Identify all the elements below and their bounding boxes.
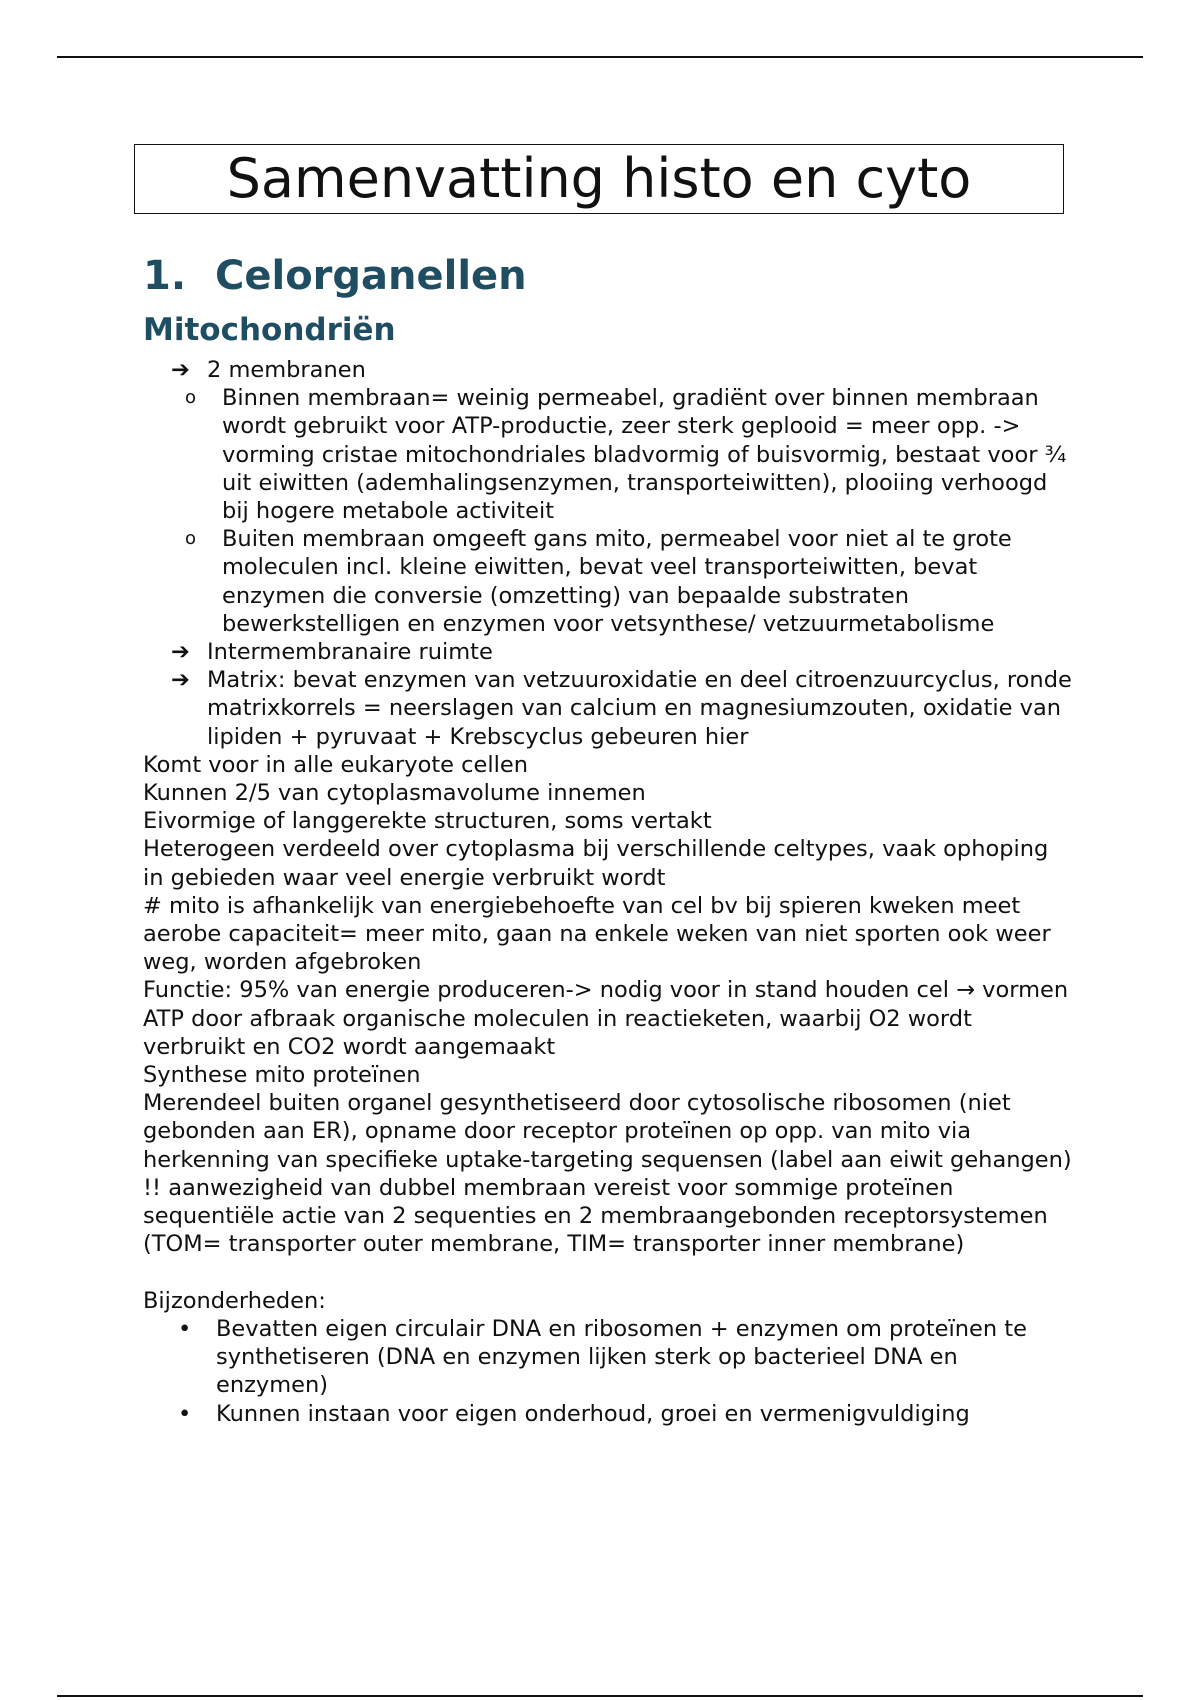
circle-bullet-icon: o [185,387,197,409]
paragraph: !! aanwezigheid van dubbel membraan vereist voor sommige proteïnen sequentiële actie van 2 sequenties en 2 membraangebonden receptorsystemen (TOM= transporter outer membrane, TIM= transporter inner membrane) [143,1174,1048,1258]
top-rule [57,56,1143,58]
arrow-list-1 [143,356,1073,384]
arrow-list-2 [143,638,1073,751]
list-item-text: Binnen membraan= weinig permeabel, gradiënt over binnen membraan wordt gebruikt voor ATP-productie, zeer sterk geplooid = meer opp. -> vorming cristae mitochondriales bladvormig of buisvormig, bestaat voor ¾ uit eiwitten (ademhalingsenzymen, transporteiwitten), plooiing verhoogd bij hogere metabole activiteit [222,385,1067,525]
paragraph: Kunnen 2/5 van cytoplasmavolume innemen [143,780,646,807]
list-item [143,384,1073,525]
details-label: Bijzonderheden: [143,1287,326,1314]
bullet-icon: • [178,1315,192,1342]
circle-list [143,384,1073,638]
arrow-icon: ➔ [171,357,190,383]
paragraph: Functie: 95% van energie produceren-> nodig voor in stand houden cel → vormen ATP door afbraak organische moleculen in reactieketen, waarbij O2 wordt verbruikt en CO2 wordt aangemaakt [143,977,1069,1060]
paragraph: Heterogeen verdeeld over cytoplasma bij verschillende celtypes, vaak ophoping in gebieden waar veel energie verbruikt wordt [143,836,1049,891]
paragraph: Synthese mito proteïnen [143,1062,421,1089]
bullet-list [143,1315,1073,1428]
list-item-text: Matrix: bevat enzymen van vetzuuroxidatie en deel citroenzuurcyclus, ronde matrixkorrels = neerslagen van calcium en magnesiumzouten, oxidatie van lipiden + pyruvaat + Krebscyclus gebeuren hier [207,667,1072,750]
section-title: Celorganellen [215,253,527,299]
list-item-text: Buiten membraan omgeeft gans mito, permeabel voor niet al te grote moleculen incl. kleine eiwitten, bevat veel transporteiwitten, bevat enzymen die conversie (omzetting) van bepaalde substraten bewerkstelligen en enzymen voor vetsynthese/ vetzuurmetabolisme [222,526,1012,637]
paragraph: Merendeel buiten organel gesynthetiseerd door cytosolische ribosomen (niet gebonden aan ER), opname door receptor proteïnen op opp. van mito via herkenning van specifieke uptake-targeting sequensen (label aan eiwit gehangen) [143,1090,1072,1173]
list-item [143,356,1073,384]
list-item-text: Bevatten eigen circulair DNA en ribosomen + enzymen om proteïnen te synthetiseren (DNA en enzymen lijken sterk op bacterieel DNA en enzymen) [216,1315,1027,1399]
blank-line [143,1259,1073,1287]
list-item [143,638,1073,666]
arrow-icon: ➔ [171,639,190,666]
circle-bullet-icon: o [185,528,197,550]
list-item [143,1400,1073,1428]
paragraph: # mito is afhankelijk van energiebehoefte van cel bv bij spieren kweken meet aerobe capaciteit= meer mito, gaan na enkele weken van niet sporten ook weer weg, worden afgebroken [143,892,1051,976]
list-item-text: Kunnen instaan voor eigen onderhoud, groei en vermenigvuldiging [216,1400,970,1427]
document-title-text: Samenvatting histo en cyto [226,147,972,210]
list-item-text: 2 membranen [207,357,366,383]
section-heading [143,250,1073,302]
list-item [143,525,1073,638]
paragraph: Komt voor in alle eukaryote cellen [143,751,528,778]
list-item-text: Intermembranaire ruimte [207,639,493,666]
section-number: 1. [143,253,187,299]
bullet-icon: • [178,1400,192,1427]
document-body [143,250,1073,1428]
subsection-heading: Mitochondriën [143,312,396,348]
document-title [134,144,1064,214]
paragraph: Eivormige of langgerekte structuren, soms vertakt [143,808,712,835]
bottom-rule [57,1695,1143,1697]
list-item [143,1315,1073,1400]
list-item [143,666,1073,751]
arrow-icon: ➔ [171,667,190,694]
